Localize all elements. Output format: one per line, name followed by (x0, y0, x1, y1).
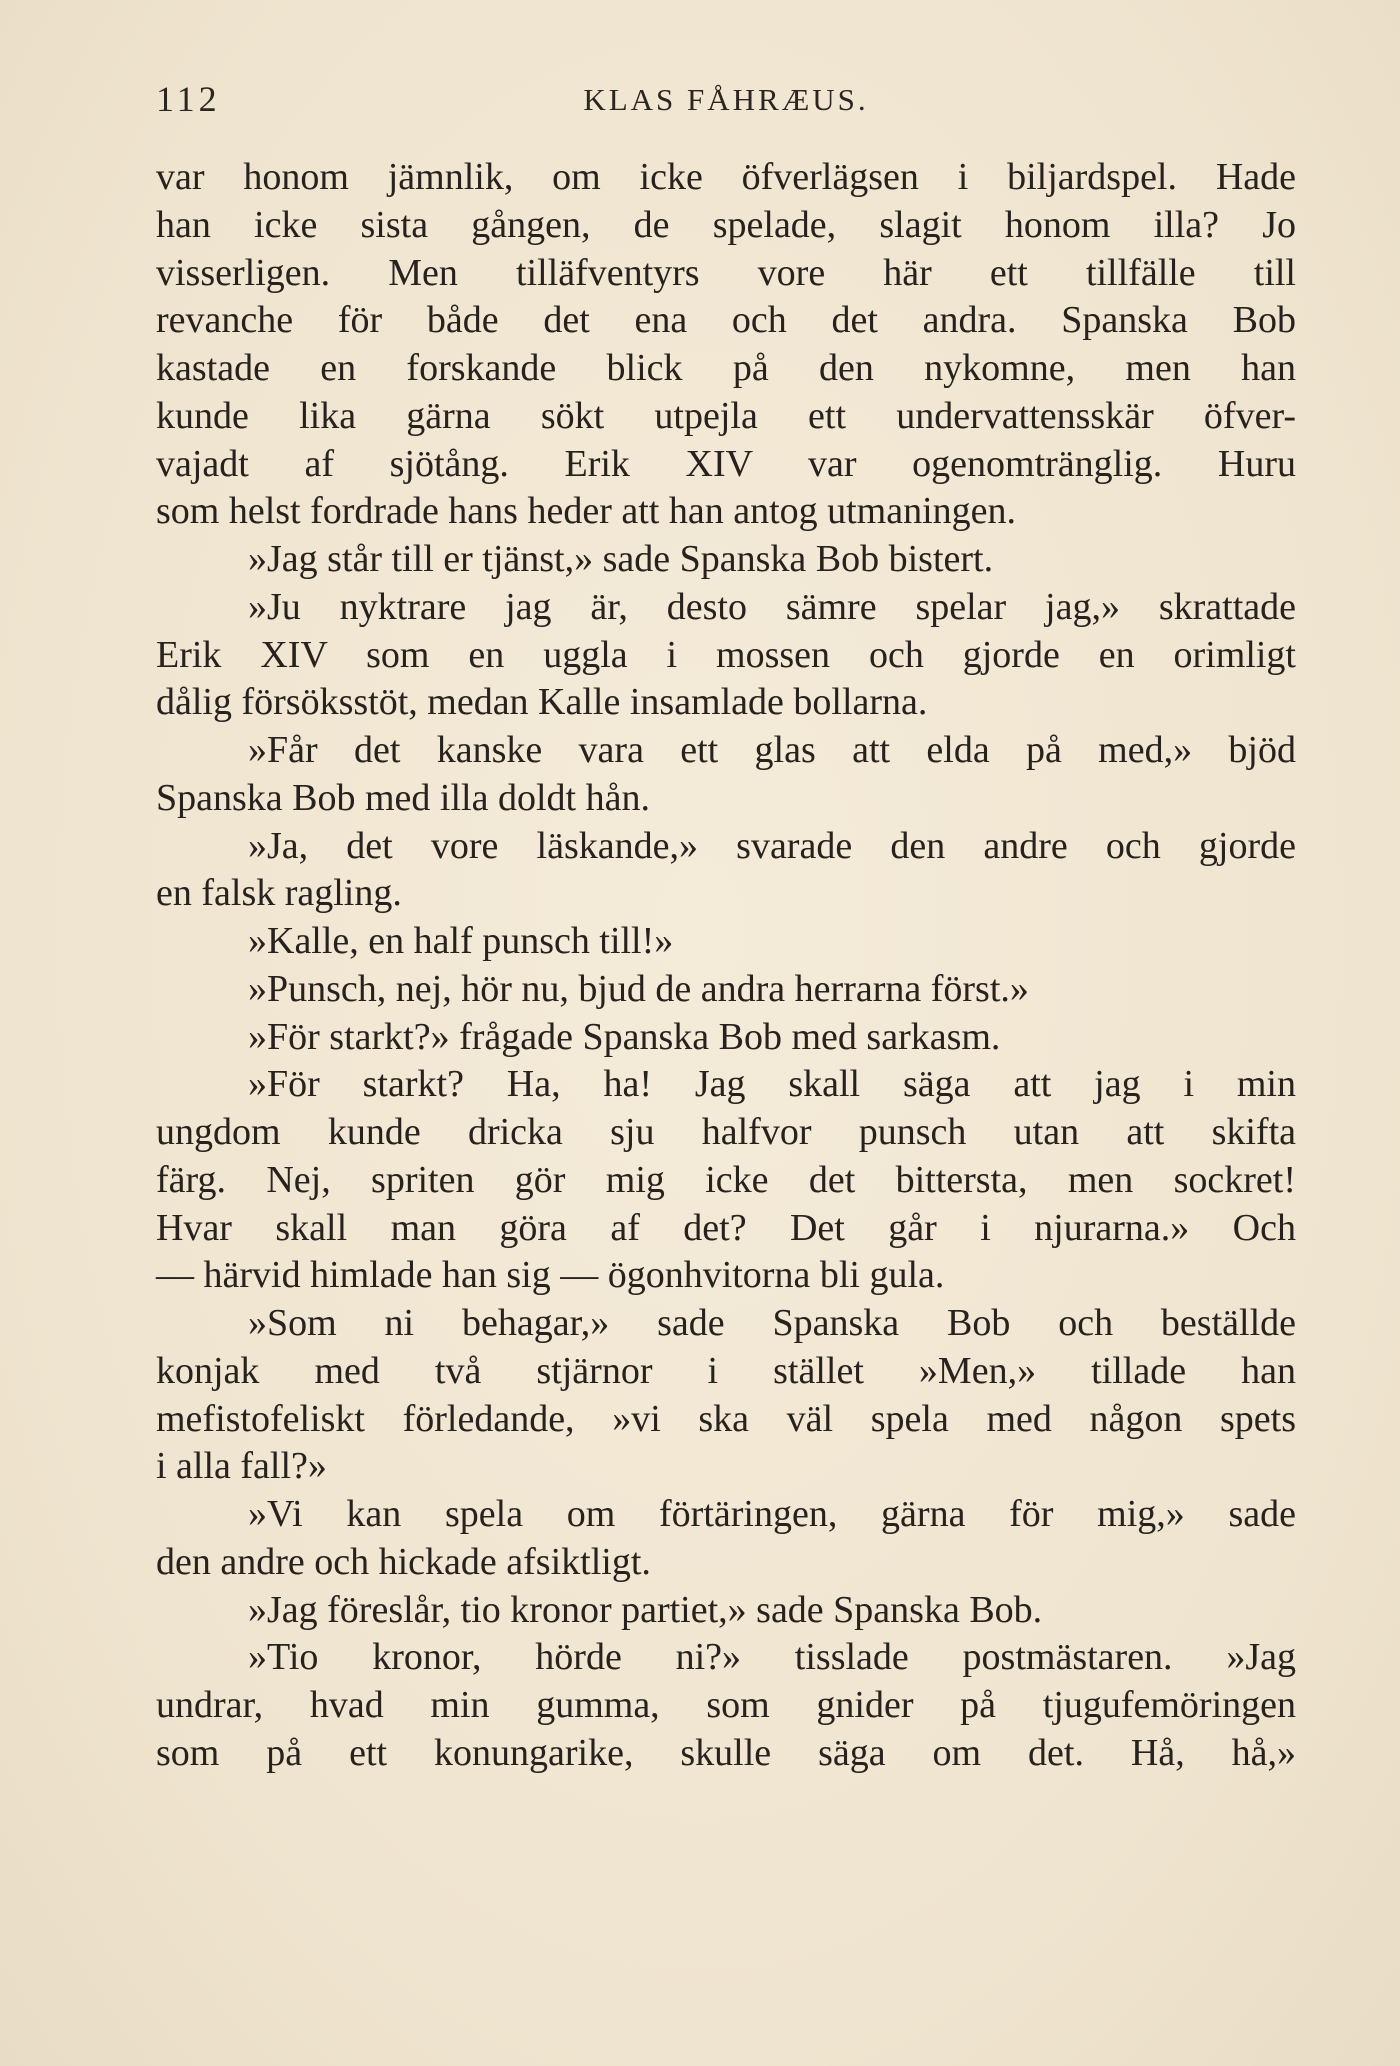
text-line: »Som ni behagar,» sade Spanska Bob och beställde (248, 1302, 1296, 1344)
text-line: »Får det kanske vara ett glas att elda på med,» bjöd (248, 729, 1296, 771)
text-line: han icke sista gången, de spelade, slagit honom illa? Jo (156, 203, 1296, 246)
text-line: konjak med två stjärnor i stället »Men,» tillade han (156, 1349, 1296, 1392)
text-line: undrar, hvad min gumma, som gnider på tjugufemöringen (156, 1684, 1296, 1726)
text-line: »Vi kan spela om förtäringen, gärna för mig,» sade (248, 1493, 1296, 1535)
running-head: KLAS FÅHRÆUS. (583, 82, 869, 117)
page-header (156, 78, 1296, 128)
text-line: »För starkt?» frågade Spanska Bob med sarkasm. (248, 1015, 1001, 1058)
text-line: var honom jämnlik, om icke öfverlägsen i biljardspel. Hade (156, 156, 1296, 198)
text-line: kastade en forskande blick på den nykomne, men han (156, 347, 1296, 389)
text-line: mefistofeliskt förledande, »vi ska väl spela med någon spets (156, 1397, 1296, 1440)
text-line: »Jag föreslår, tio kronor partiet,» sade Spanska Bob. (248, 1588, 1043, 1631)
page-number: 112 (156, 79, 221, 119)
text-line: en falsk ragling. (156, 872, 402, 915)
text-line: Spanska Bob med illa doldt hån. (156, 776, 650, 819)
text-line: färg. Nej, spriten gör mig icke det bittersta, men sockret! (156, 1158, 1296, 1201)
text-line: vajadt af sjötång. Erik XIV var ogenomtränglig. Huru (156, 442, 1296, 485)
text-line: — härvid himlade han sig — ögonhvitorna bli gula. (156, 1254, 945, 1297)
text-line: kunde lika gärna sökt utpejla ett undervattensskär öfver- (156, 394, 1296, 437)
text-line: »Tio kronor, hörde ni?» tisslade postmästaren. »Jag (248, 1636, 1296, 1679)
text-line: »Ju nyktrare jag är, desto sämre spelar jag,» skrattade (248, 585, 1296, 628)
text-line: »Jag står till er tjänst,» sade Spanska Bob bistert. (248, 538, 994, 580)
text-line: »Punsch, nej, hör nu, bjud de andra herrarna först.» (248, 967, 1029, 1010)
text-line: Erik XIV som en uggla i mossen och gjorde en orimligt (156, 633, 1296, 676)
text-line: ungdom kunde dricka sju halfvor punsch utan att skifta (156, 1111, 1296, 1153)
text-line: dålig försöksstöt, medan Kalle insamlade bollarna. (156, 681, 928, 724)
text-line: den andre och hickade afsiktligt. (156, 1540, 651, 1583)
text-line: Hvar skall man göra af det? Det går i njurarna.» Och (156, 1206, 1296, 1249)
text-line: »Kalle, en half punsch till!» (248, 920, 674, 962)
text-line: i alla fall?» (156, 1445, 327, 1488)
text-line: »Ja, det vore läskande,» svarade den andre och gjorde (248, 824, 1296, 867)
text-line: som på ett konungarike, skulle säga om det. Hå, hå,» (156, 1731, 1296, 1774)
body-text (156, 154, 1296, 1778)
text-line: som helst fordrade hans heder att han antog utmaningen. (156, 490, 1017, 533)
text-line: visserligen. Men tilläfventyrs vore här ett tillfälle till (156, 251, 1296, 294)
text-line: revanche för både det ena och det andra. Spanska Bob (156, 299, 1296, 342)
text-line: »För starkt? Ha, ha! Jag skall säga att jag i min (248, 1063, 1296, 1106)
